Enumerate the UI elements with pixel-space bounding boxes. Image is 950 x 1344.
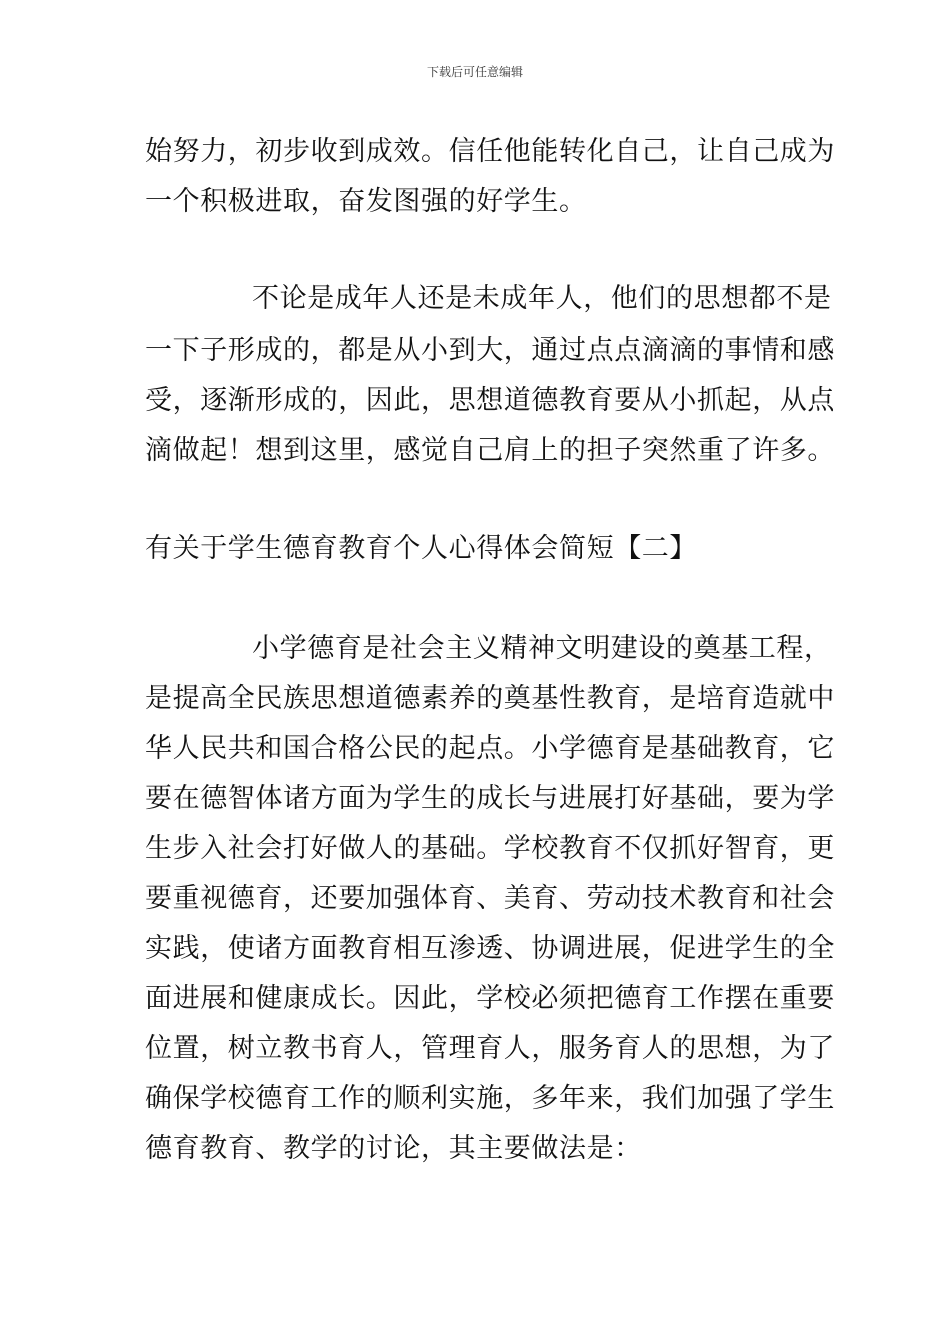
- paragraph-line: 确保学校德育工作的顺利实施，多年来，我们加强了学生: [145, 1083, 835, 1114]
- section-heading: 有关于学生德育教育个人心得体会简短【二】: [145, 533, 697, 564]
- paragraph-line: 生步入社会打好做人的基础。学校教育不仅抓好智育，更: [145, 833, 835, 864]
- paragraph-line: 一下子形成的，都是从小到大，通过点点滴滴的事情和感: [145, 335, 835, 366]
- paragraph-line: 滴做起！想到这里，感觉自己肩上的担子突然重了许多。: [145, 435, 835, 466]
- paragraph-line: 不论是成年人还是未成年人，他们的思想都不是: [252, 283, 832, 314]
- paragraph-line: 位置，树立教书育人，管理育人，服务育人的思想，为了: [145, 1033, 835, 1064]
- paragraph-line: 面进展和健康成长。因此，学校必须把德育工作摆在重要: [145, 983, 835, 1014]
- paragraph-line: 德育教育、教学的讨论，其主要做法是：: [145, 1133, 642, 1164]
- paragraph-line: 要在德智体诸方面为学生的成长与进展打好基础，要为学: [145, 783, 835, 814]
- paragraph-line: 一个积极进取，奋发图强的好学生。: [145, 186, 587, 217]
- header-note: 下载后可任意编辑: [426, 65, 523, 79]
- paragraph-line: 华人民共和国合格公民的起点。小学德育是基础教育，它: [145, 733, 835, 764]
- paragraph-line: 受，逐渐形成的，因此，思想道德教育要从小抓起，从点: [145, 385, 835, 416]
- paragraph-line: 实践，使诸方面教育相互渗透、协调进展，促进学生的全: [145, 933, 835, 964]
- paragraph-line: 要重视德育，还要加强体育、美育、劳动技术教育和社会: [145, 883, 835, 914]
- paragraph-line: 是提高全民族思想道德素养的奠基性教育，是培育造就中: [145, 683, 835, 714]
- paragraph-line: 小学德育是社会主义精神文明建设的奠基工程，: [252, 633, 832, 664]
- paragraph-line: 始努力，初步收到成效。信任他能转化自己，让自己成为: [145, 136, 835, 167]
